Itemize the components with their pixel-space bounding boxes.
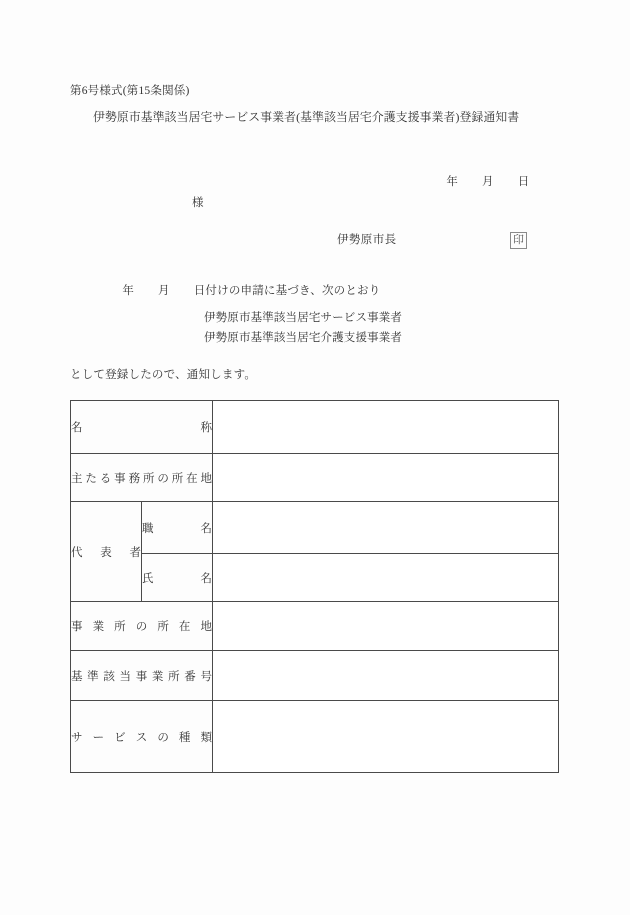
- label-cell-representative-title: [142, 502, 213, 554]
- application-line-text: 日付けの申請に基づき、次のとおり: [193, 284, 381, 297]
- label-text-office-number: 基準該当事業所番号: [71, 670, 212, 683]
- label-cell-office-number: [71, 651, 213, 701]
- table-row-representative-name: [71, 554, 559, 602]
- form-number: 第6号様式(第15条関係): [70, 85, 190, 97]
- value-cell-main-office-address[interactable]: [213, 454, 559, 502]
- label-text-service-type: サービスの種類: [71, 731, 212, 744]
- label-cell-service-type: [71, 701, 213, 773]
- table-row-main-office-address: [71, 454, 559, 502]
- value-cell-office-address[interactable]: [213, 602, 559, 651]
- label-text-name: 名称: [71, 422, 212, 434]
- registration-detail-table: [70, 400, 559, 773]
- application-date-line: [110, 271, 380, 312]
- issue-date-year-label: 年: [446, 175, 459, 188]
- issue-date-month-label: 月: [482, 175, 494, 188]
- issue-date-line: [434, 162, 529, 203]
- label-text-representative: 代表者: [71, 546, 141, 559]
- table-row-office-address: [71, 602, 559, 651]
- label-text-representative-name: 氏名: [142, 572, 212, 585]
- label-text-main-office-address: 主たる事務所の所在地: [71, 472, 212, 485]
- label-cell-representative-name: [142, 554, 213, 602]
- value-cell-service-type[interactable]: [213, 701, 559, 773]
- value-cell-representative-title[interactable]: [213, 502, 559, 554]
- seal-stamp-box: 印: [510, 232, 527, 249]
- label-cell-office-address: [71, 602, 213, 651]
- business-type-line-1: 伊勢原市基準該当居宅サービス事業者: [204, 312, 403, 324]
- label-cell-main-office-address: [71, 454, 213, 502]
- value-cell-representative-name[interactable]: [213, 554, 559, 602]
- issue-date-day-label: 日: [517, 175, 530, 188]
- value-cell-name[interactable]: [213, 401, 559, 454]
- label-cell-name: [71, 401, 213, 454]
- application-year-label: 年: [122, 284, 135, 297]
- addressee-honorific: 様: [192, 197, 204, 209]
- closing-text: として登録したので、通知します。: [70, 369, 257, 381]
- business-type-line-2: 伊勢原市基準該当居宅介護支援事業者: [204, 332, 403, 344]
- value-cell-office-number[interactable]: [213, 651, 559, 701]
- issuer-name: 伊勢原市長: [337, 234, 397, 246]
- document-title: 伊勢原市基準該当居宅サービス事業者(基準該当居宅介護支援事業者)登録通知書: [93, 110, 520, 124]
- table-row-representative-title: [71, 502, 559, 554]
- table-row-service-type: [71, 701, 559, 773]
- label-text-office-address: 事業所の所在地: [71, 621, 212, 633]
- table-row-office-number: [71, 651, 559, 701]
- label-cell-representative: [71, 502, 142, 602]
- application-month-label: 月: [158, 284, 170, 297]
- table-row-name: [71, 401, 559, 454]
- label-text-representative-title: 職名: [142, 522, 212, 535]
